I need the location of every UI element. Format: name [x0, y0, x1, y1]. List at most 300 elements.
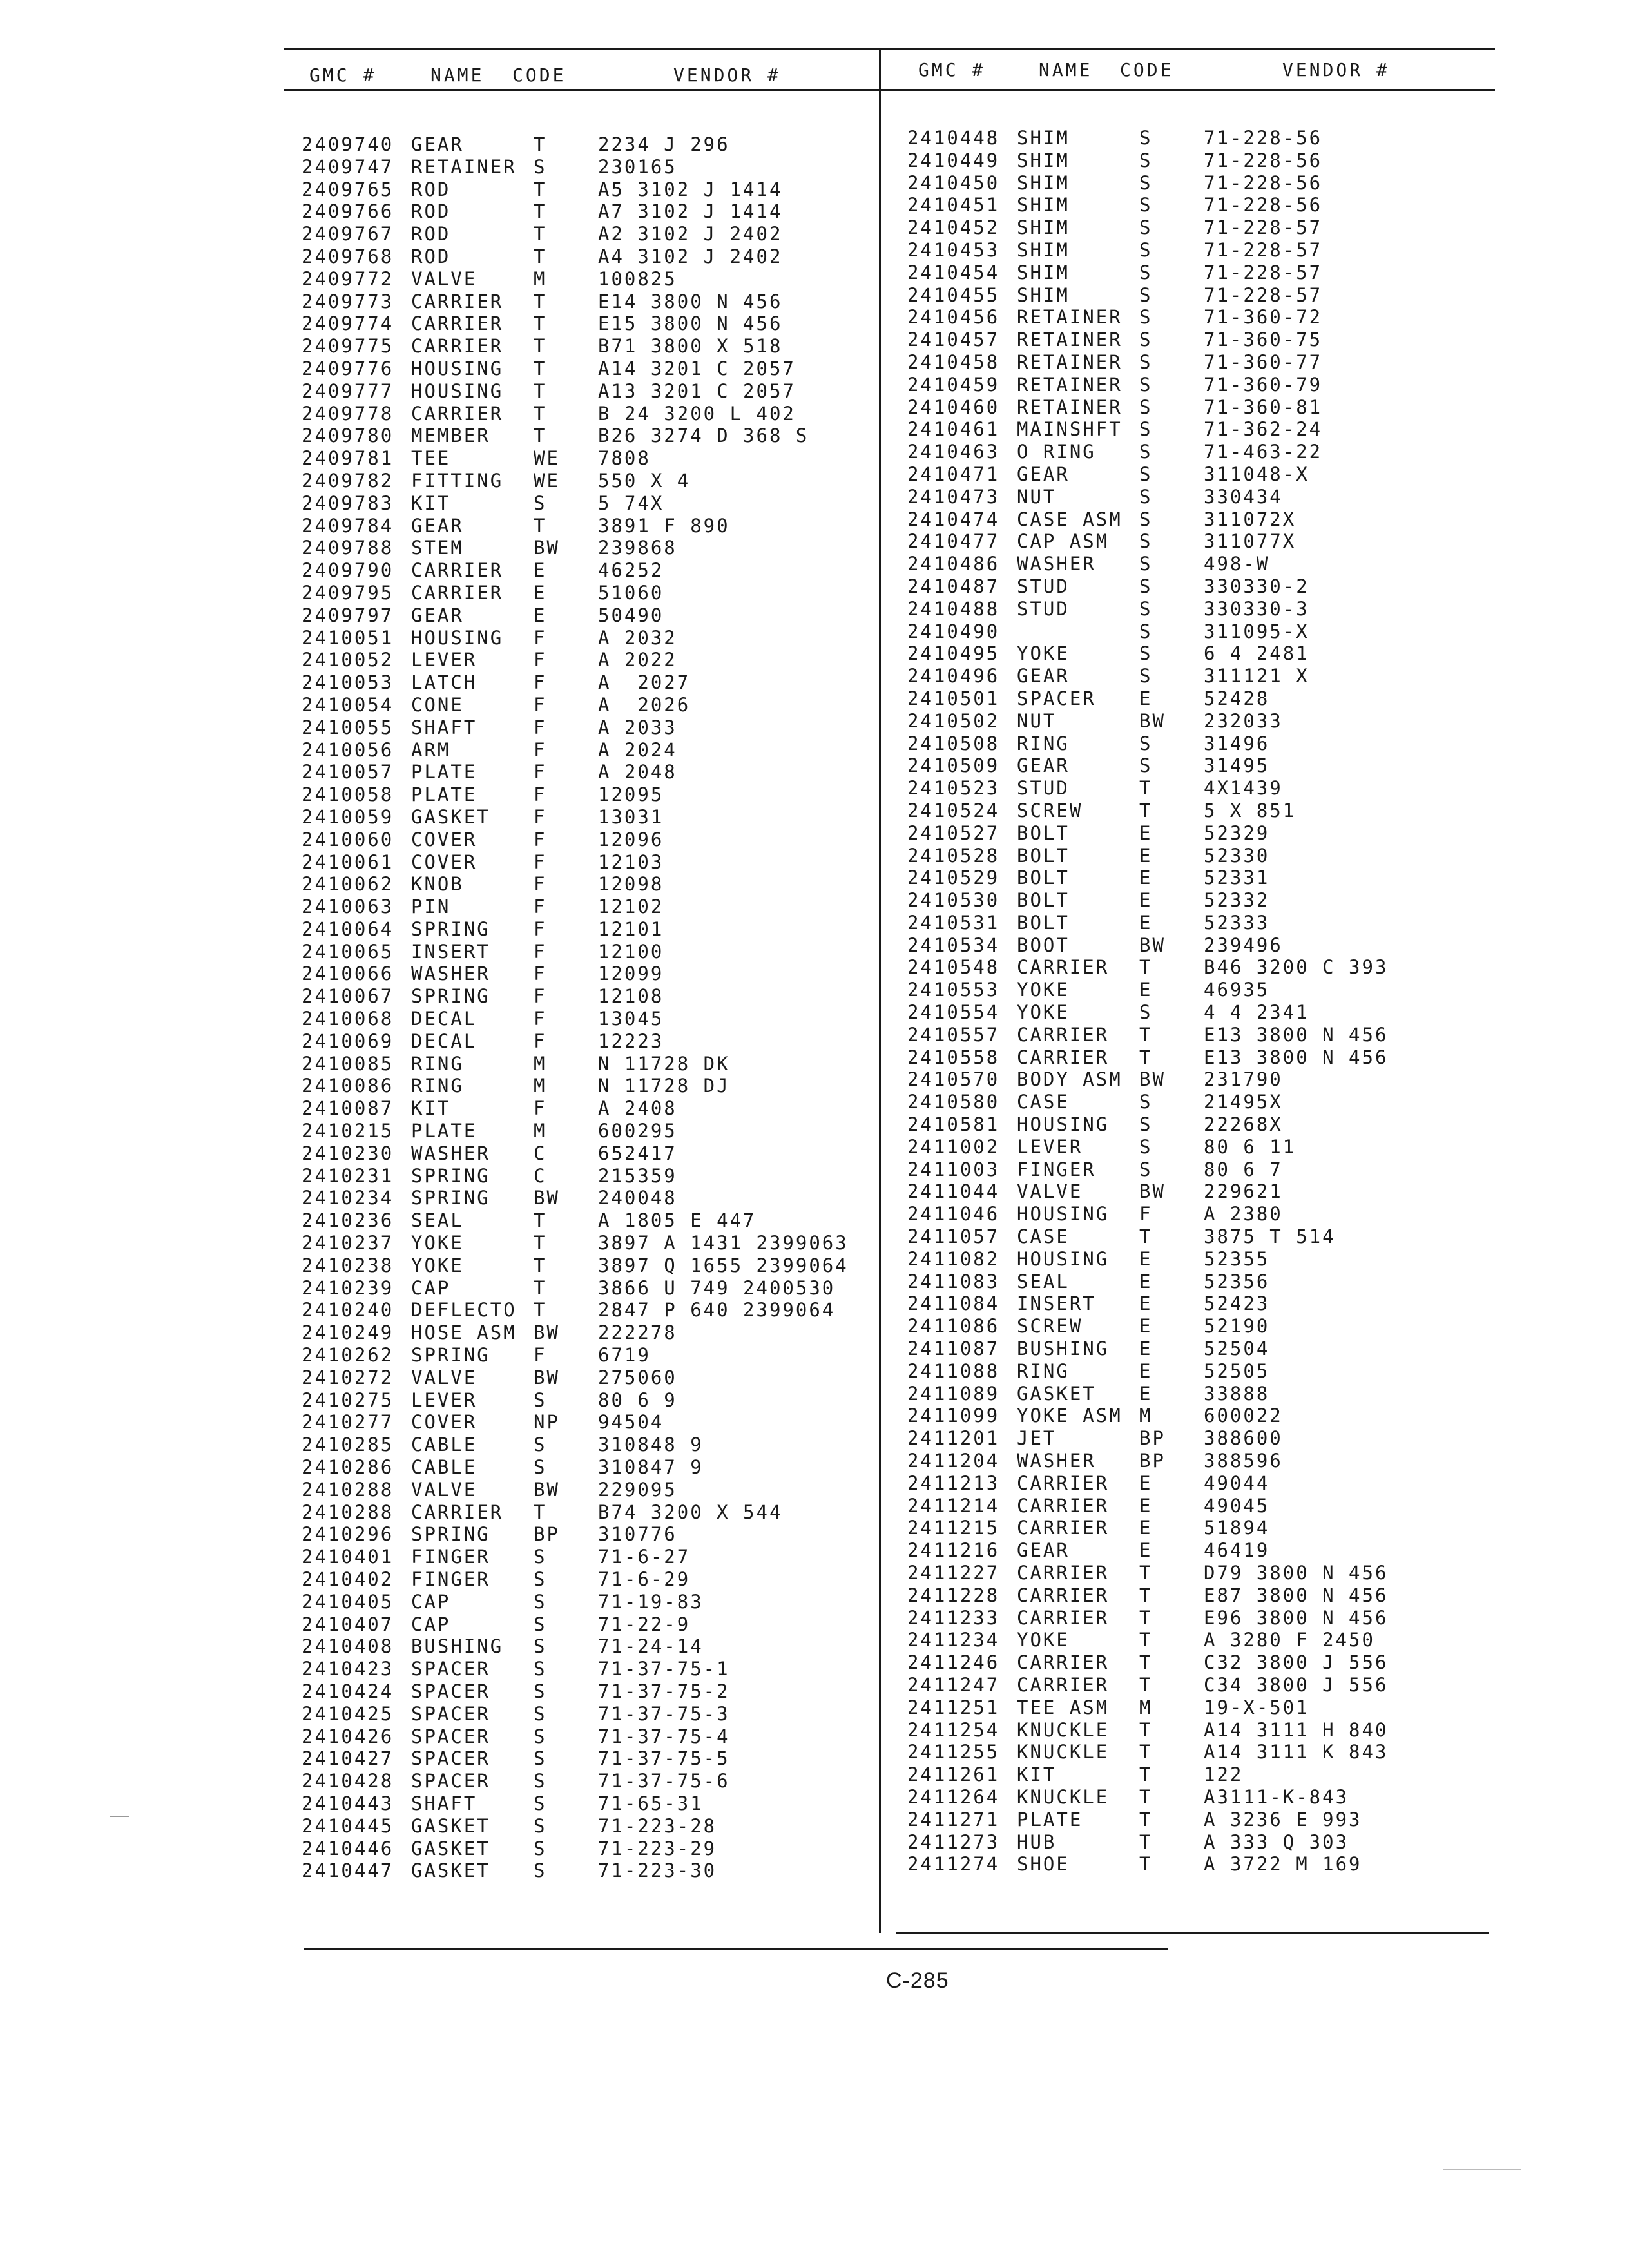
gmc-number: 2409765: [302, 178, 394, 200]
vendor-code: S: [534, 1613, 547, 1635]
table-row: [302, 694, 869, 716]
table-row: [907, 1203, 1487, 1225]
part-name: RETAINER: [1017, 373, 1123, 396]
table-row: [302, 1703, 869, 1725]
vendor-number: 71-37-75-3: [598, 1702, 730, 1725]
vendor-number: 71-228-56: [1204, 127, 1323, 149]
gmc-number: 2411251: [907, 1696, 1000, 1718]
vendor-code: T: [1139, 799, 1153, 822]
part-name: HOUSING: [1017, 1113, 1110, 1136]
table-row: [302, 941, 869, 963]
gmc-number: 2410456: [907, 306, 1000, 329]
part-name: KNUCKLE: [1017, 1741, 1110, 1763]
part-name: BOLT: [1017, 844, 1070, 867]
vendor-number: N 11728 DK: [598, 1052, 730, 1075]
vendor-code: T: [534, 1501, 547, 1523]
part-name: BODY ASM: [1017, 1068, 1123, 1091]
vendor-code: F: [534, 805, 547, 828]
part-name: SPACER: [1017, 687, 1096, 709]
table-row: [907, 1271, 1487, 1293]
table-row: [302, 1053, 869, 1075]
vendor-number: 52428: [1204, 687, 1270, 709]
gmc-number: 2411254: [907, 1718, 1000, 1741]
right-header-gmc: GMC #: [918, 59, 986, 81]
gmc-number: 2410495: [907, 642, 1000, 665]
vendor-number: 49045: [1204, 1494, 1270, 1517]
vendor-number: 311048-X: [1204, 463, 1309, 485]
part-name: SPACER: [411, 1680, 490, 1702]
gmc-number: 2409781: [302, 447, 394, 470]
gmc-number: 2409778: [302, 402, 394, 425]
table-row: [907, 1405, 1487, 1427]
gmc-number: 2411246: [907, 1651, 1000, 1674]
gmc-number: 2410056: [302, 738, 394, 761]
vendor-code: T: [534, 1254, 547, 1276]
vendor-code: S: [534, 155, 547, 178]
gmc-number: 2410087: [302, 1097, 394, 1120]
gmc-number: 2410445: [302, 1814, 394, 1837]
part-name: SHAFT: [411, 1792, 477, 1814]
vendor-number: 600022: [1204, 1405, 1283, 1427]
vendor-number: 52504: [1204, 1338, 1270, 1360]
vendor-number: 52330: [1204, 844, 1270, 867]
table-row: [907, 351, 1487, 374]
vendor-code: F: [534, 693, 547, 716]
gmc-number: 2409747: [302, 155, 394, 178]
part-name: GEAR: [1017, 665, 1070, 687]
table-row: [302, 200, 869, 223]
table-row: [907, 777, 1487, 800]
gmc-number: 2410402: [302, 1568, 394, 1590]
part-name: CASE ASM: [1017, 508, 1123, 530]
part-name: CABLE: [411, 1434, 477, 1456]
gmc-number: 2411215: [907, 1517, 1000, 1539]
vendor-number: 19-X-501: [1204, 1696, 1309, 1718]
gmc-number: 2410215: [302, 1120, 394, 1142]
vendor-number: 71-228-56: [1204, 171, 1323, 194]
part-name: SPRING: [411, 1164, 490, 1187]
gmc-number: 2409773: [302, 290, 394, 312]
gmc-number: 2411271: [907, 1808, 1000, 1831]
vendor-code: E: [1139, 1293, 1153, 1315]
part-name: BOLT: [1017, 867, 1070, 889]
vendor-number: 3866 U 749 2400530: [598, 1276, 836, 1299]
table-row: [302, 851, 869, 874]
vendor-number: E13 3800 N 456: [1204, 1046, 1389, 1068]
vendor-code: BW: [1139, 709, 1166, 732]
table-row: [907, 1853, 1487, 1876]
gmc-number: 2410053: [302, 671, 394, 694]
gmc-number: 2411201: [907, 1427, 1000, 1450]
table-row: [907, 912, 1487, 934]
vendor-number: 46252: [598, 559, 664, 582]
gmc-number: 2411216: [907, 1539, 1000, 1562]
part-name: CAP ASM: [1017, 530, 1110, 553]
vendor-code: T: [1139, 1673, 1153, 1696]
table-row: [302, 1479, 869, 1501]
vendor-code: S: [1139, 754, 1153, 777]
part-name: CARRIER: [1017, 1606, 1110, 1629]
table-row: [302, 559, 869, 582]
vendor-number: A 1805 E 447: [598, 1209, 757, 1232]
gmc-number: 2411084: [907, 1293, 1000, 1315]
gmc-number: 2410487: [907, 575, 1000, 597]
vendor-number: 80 6 7: [1204, 1158, 1283, 1180]
vendor-code: E: [1139, 1360, 1153, 1382]
vendor-code: S: [534, 1635, 547, 1658]
part-name: BOLT: [1017, 889, 1070, 912]
part-name: INSERT: [411, 940, 490, 963]
vendor-number: A 3280 F 2450: [1204, 1629, 1375, 1651]
vendor-number: 310776: [598, 1523, 677, 1546]
vendor-code: WE: [534, 447, 560, 470]
right-bottom-rule: [896, 1932, 1489, 1934]
part-name: TEE ASM: [1017, 1696, 1110, 1718]
part-name: CABLE: [411, 1456, 477, 1479]
table-row: [907, 1674, 1487, 1696]
vendor-code: E: [1139, 1517, 1153, 1539]
part-name: SPRING: [411, 1187, 490, 1209]
table-row: [907, 754, 1487, 777]
part-name: SPACER: [411, 1770, 490, 1792]
part-name: RING: [1017, 732, 1070, 754]
table-row: [302, 1142, 869, 1165]
part-name: PLATE: [411, 783, 477, 806]
gmc-number: 2410401: [302, 1546, 394, 1568]
vendor-number: 51894: [1204, 1517, 1270, 1539]
table-row: [302, 1389, 869, 1412]
table-row: [302, 1097, 869, 1120]
vendor-number: 31496: [1204, 732, 1270, 754]
table-row: [907, 598, 1487, 620]
vendor-number: E96 3800 N 456: [1204, 1606, 1389, 1629]
vendor-number: 71-228-56: [1204, 149, 1323, 171]
vendor-code: T: [534, 1299, 547, 1321]
vendor-number: 52423: [1204, 1293, 1270, 1315]
part-name: TEE: [411, 447, 451, 470]
table-row: [907, 800, 1487, 822]
gmc-number: 2410523: [907, 777, 1000, 800]
part-name: FINGER: [411, 1546, 490, 1568]
part-name: FITTING: [411, 469, 504, 492]
vendor-code: E: [1139, 1382, 1153, 1405]
gmc-number: 2410453: [907, 238, 1000, 261]
gmc-number: 2410450: [907, 171, 1000, 194]
part-name: FINGER: [411, 1568, 490, 1590]
table-row: [302, 985, 869, 1008]
part-name: PLATE: [411, 1120, 477, 1142]
vendor-number: 80 6 9: [598, 1389, 677, 1411]
vendor-number: 6719: [598, 1344, 651, 1367]
table-row: [302, 806, 869, 829]
vendor-number: 71-223-28: [598, 1814, 717, 1837]
gmc-number: 2410262: [302, 1344, 394, 1367]
gmc-number: 2410570: [907, 1068, 1000, 1091]
vendor-code: T: [534, 223, 547, 245]
vendor-number: 311072X: [1204, 508, 1296, 530]
vendor-code: S: [1139, 306, 1153, 329]
gmc-number: 2410408: [302, 1635, 394, 1658]
gmc-number: 2410471: [907, 463, 1000, 485]
vendor-number: 13031: [598, 805, 664, 828]
vendor-number: 7808: [598, 447, 651, 470]
table-row: [302, 133, 869, 156]
vendor-code: BP: [1139, 1427, 1166, 1450]
gmc-number: 2410446: [302, 1837, 394, 1860]
table-row: [907, 553, 1487, 575]
table-row: [907, 642, 1487, 665]
part-name: ROD: [411, 178, 451, 200]
table-row: [302, 1411, 869, 1434]
part-name: BUSHING: [1017, 1338, 1110, 1360]
part-name: SCREW: [1017, 1315, 1083, 1338]
table-row: [302, 1725, 869, 1748]
vendor-code: S: [1139, 238, 1153, 261]
vendor-code: T: [534, 425, 547, 447]
vendor-code: M: [1139, 1696, 1153, 1718]
part-name: CARRIER: [1017, 1651, 1110, 1674]
part-name: KIT: [411, 492, 451, 514]
part-name: CARRIER: [411, 1501, 504, 1523]
table-row: [302, 1120, 869, 1142]
part-name: PLATE: [1017, 1808, 1083, 1831]
part-name: RING: [1017, 1360, 1070, 1382]
part-name: CARRIER: [411, 312, 504, 335]
vendor-code: S: [534, 1702, 547, 1725]
vendor-code: BW: [534, 537, 560, 559]
part-name: CARRIER: [411, 559, 504, 582]
table-row: [302, 537, 869, 559]
gmc-number: 2410051: [302, 626, 394, 649]
part-name: SPACER: [411, 1702, 490, 1725]
right-parts-column: [907, 127, 1487, 1876]
gmc-number: 2410534: [907, 934, 1000, 956]
part-name: GASKET: [411, 1814, 490, 1837]
vendor-code: S: [1139, 261, 1153, 284]
table-row: [907, 1248, 1487, 1271]
table-row: [302, 716, 869, 739]
gmc-number: 2410064: [302, 918, 394, 940]
gmc-number: 2411057: [907, 1225, 1000, 1248]
part-name: YOKE: [411, 1232, 464, 1254]
part-name: CARRIER: [1017, 956, 1110, 979]
vendor-number: 232033: [1204, 709, 1283, 732]
gmc-number: 2410509: [907, 754, 1000, 777]
gmc-number: 2410239: [302, 1276, 394, 1299]
gmc-number: 2410455: [907, 284, 1000, 306]
part-name: SHAFT: [411, 716, 477, 738]
table-row: [907, 822, 1487, 845]
page-number: C-285: [886, 1968, 949, 1993]
table-row: [302, 1747, 869, 1770]
column-divider: [879, 49, 881, 1933]
part-name: HOUSING: [1017, 1203, 1110, 1225]
vendor-code: S: [1139, 1113, 1153, 1136]
left-header-gmc: GMC #: [309, 64, 377, 86]
vendor-code: BW: [1139, 1068, 1166, 1091]
gmc-number: 2410058: [302, 783, 394, 806]
vendor-number: 5 X 851: [1204, 799, 1296, 822]
vendor-number: B46 3200 C 393: [1204, 956, 1389, 979]
vendor-code: T: [1139, 1853, 1153, 1876]
part-name: VALVE: [1017, 1180, 1083, 1203]
vendor-code: F: [534, 985, 547, 1008]
vendor-number: 3891 F 890: [598, 514, 730, 537]
vendor-code: S: [534, 1568, 547, 1590]
table-row: [907, 710, 1487, 733]
vendor-code: BW: [534, 1321, 560, 1344]
gmc-number: 2410066: [302, 963, 394, 985]
vendor-code: T: [534, 133, 547, 155]
vendor-number: 12099: [598, 963, 664, 985]
table-row: [302, 604, 869, 627]
vendor-number: 94504: [598, 1411, 664, 1434]
vendor-code: S: [534, 1590, 547, 1613]
gmc-number: 2410459: [907, 373, 1000, 396]
part-name: STUD: [1017, 575, 1070, 597]
vendor-code: E: [1139, 1270, 1153, 1293]
gmc-number: 2410052: [302, 649, 394, 671]
part-name: BOOT: [1017, 934, 1070, 956]
part-name: GEAR: [1017, 463, 1070, 485]
table-row: [302, 627, 869, 649]
table-row: [907, 1158, 1487, 1181]
vendor-code: T: [534, 290, 547, 312]
part-name: O RING: [1017, 441, 1096, 463]
vendor-number: 71-360-81: [1204, 396, 1323, 418]
part-name: NUT: [1017, 709, 1057, 732]
vendor-code: T: [1139, 1023, 1153, 1046]
vendor-number: 71-360-79: [1204, 373, 1323, 396]
vendor-number: A 2048: [598, 761, 677, 783]
table-row: [302, 783, 869, 806]
gmc-number: 2411088: [907, 1360, 1000, 1382]
vendor-number: 50490: [598, 604, 664, 626]
vendor-code: S: [1139, 351, 1153, 373]
part-name: DEFLECTO: [411, 1299, 517, 1321]
vendor-code: T: [534, 402, 547, 425]
vendor-number: 71-228-57: [1204, 216, 1323, 239]
vendor-number: 3897 A 1431 2399063: [598, 1232, 849, 1254]
vendor-code: E: [1139, 1315, 1153, 1338]
table-row: [302, 470, 869, 492]
vendor-number: 71-463-22: [1204, 441, 1323, 463]
gmc-number: 2410059: [302, 805, 394, 828]
vendor-code: S: [534, 1680, 547, 1702]
gmc-number: 2411233: [907, 1606, 1000, 1629]
table-row: [907, 1763, 1487, 1786]
table-row: [907, 194, 1487, 216]
gmc-number: 2410531: [907, 911, 1000, 934]
vendor-code: S: [1139, 575, 1153, 597]
gmc-number: 2411204: [907, 1450, 1000, 1472]
vendor-number: 12102: [598, 896, 664, 918]
vendor-number: 6 4 2481: [1204, 642, 1309, 665]
vendor-code: C: [534, 1142, 547, 1164]
vendor-number: A 2026: [598, 693, 691, 716]
vendor-number: 51060: [598, 581, 664, 604]
vendor-number: 330434: [1204, 485, 1283, 508]
table-row: [302, 492, 869, 515]
table-row: [302, 291, 869, 313]
gmc-number: 2410275: [302, 1389, 394, 1411]
table-row: [302, 1546, 869, 1568]
vendor-code: S: [1139, 149, 1153, 171]
part-name: COVER: [411, 850, 477, 873]
gmc-number: 2411083: [907, 1270, 1000, 1293]
table-row: [907, 1293, 1487, 1315]
header-underline-rule: [284, 89, 1495, 91]
vendor-number: A 333 Q 303: [1204, 1831, 1349, 1853]
vendor-number: A4 3102 J 2402: [598, 245, 783, 267]
part-name: BOLT: [1017, 822, 1070, 844]
gmc-number: 2410554: [907, 1001, 1000, 1024]
vendor-code: S: [1139, 418, 1153, 441]
vendor-number: 21495X: [1204, 1091, 1283, 1113]
table-row: [302, 671, 869, 694]
vendor-code: T: [534, 1209, 547, 1232]
gmc-number: 2410425: [302, 1702, 394, 1725]
vendor-code: S: [1139, 373, 1153, 396]
vendor-code: T: [1139, 1808, 1153, 1831]
table-row: [907, 979, 1487, 1001]
gmc-number: 2410062: [302, 873, 394, 896]
table-row: [907, 1696, 1487, 1719]
gmc-number: 2410405: [302, 1590, 394, 1613]
part-name: SHIM: [1017, 149, 1070, 171]
vendor-number: 71-223-29: [598, 1837, 717, 1860]
vendor-number: 71-228-57: [1204, 261, 1323, 284]
vendor-code: F: [534, 828, 547, 850]
table-row: [907, 665, 1487, 687]
scan-speck-right: [1443, 2169, 1521, 2170]
part-name: PIN: [411, 896, 451, 918]
gmc-number: 2411046: [907, 1203, 1000, 1225]
vendor-code: S: [1139, 441, 1153, 463]
vendor-code: T: [1139, 1651, 1153, 1674]
vendor-number: 80 6 11: [1204, 1135, 1296, 1158]
vendor-code: M: [534, 1075, 547, 1097]
vendor-code: F: [534, 873, 547, 896]
table-row: [907, 1225, 1487, 1248]
vendor-code: M: [534, 267, 547, 290]
table-row: [907, 530, 1487, 553]
vendor-code: E: [534, 604, 547, 626]
table-row: [302, 1165, 869, 1187]
gmc-number: 2410473: [907, 485, 1000, 508]
table-row: [907, 239, 1487, 262]
vendor-number: 12101: [598, 918, 664, 940]
vendor-number: A 3236 E 993: [1204, 1808, 1362, 1831]
table-row: [302, 1770, 869, 1792]
vendor-number: 229621: [1204, 1180, 1283, 1203]
vendor-code: F: [534, 761, 547, 783]
top-rule: [284, 48, 1495, 50]
gmc-number: 2409784: [302, 514, 394, 537]
vendor-code: S: [534, 1434, 547, 1456]
vendor-code: BP: [534, 1523, 560, 1546]
part-name: HOUSING: [411, 626, 504, 649]
gmc-number: 2411274: [907, 1853, 1000, 1876]
table-row: [302, 1321, 869, 1344]
vendor-number: 71-360-77: [1204, 351, 1323, 373]
vendor-code: S: [1139, 620, 1153, 642]
table-row: [907, 1809, 1487, 1831]
table-row: [302, 1680, 869, 1703]
vendor-number: N 11728 DJ: [598, 1075, 730, 1097]
gmc-number: 2411228: [907, 1584, 1000, 1606]
vendor-number: 275060: [598, 1366, 677, 1389]
